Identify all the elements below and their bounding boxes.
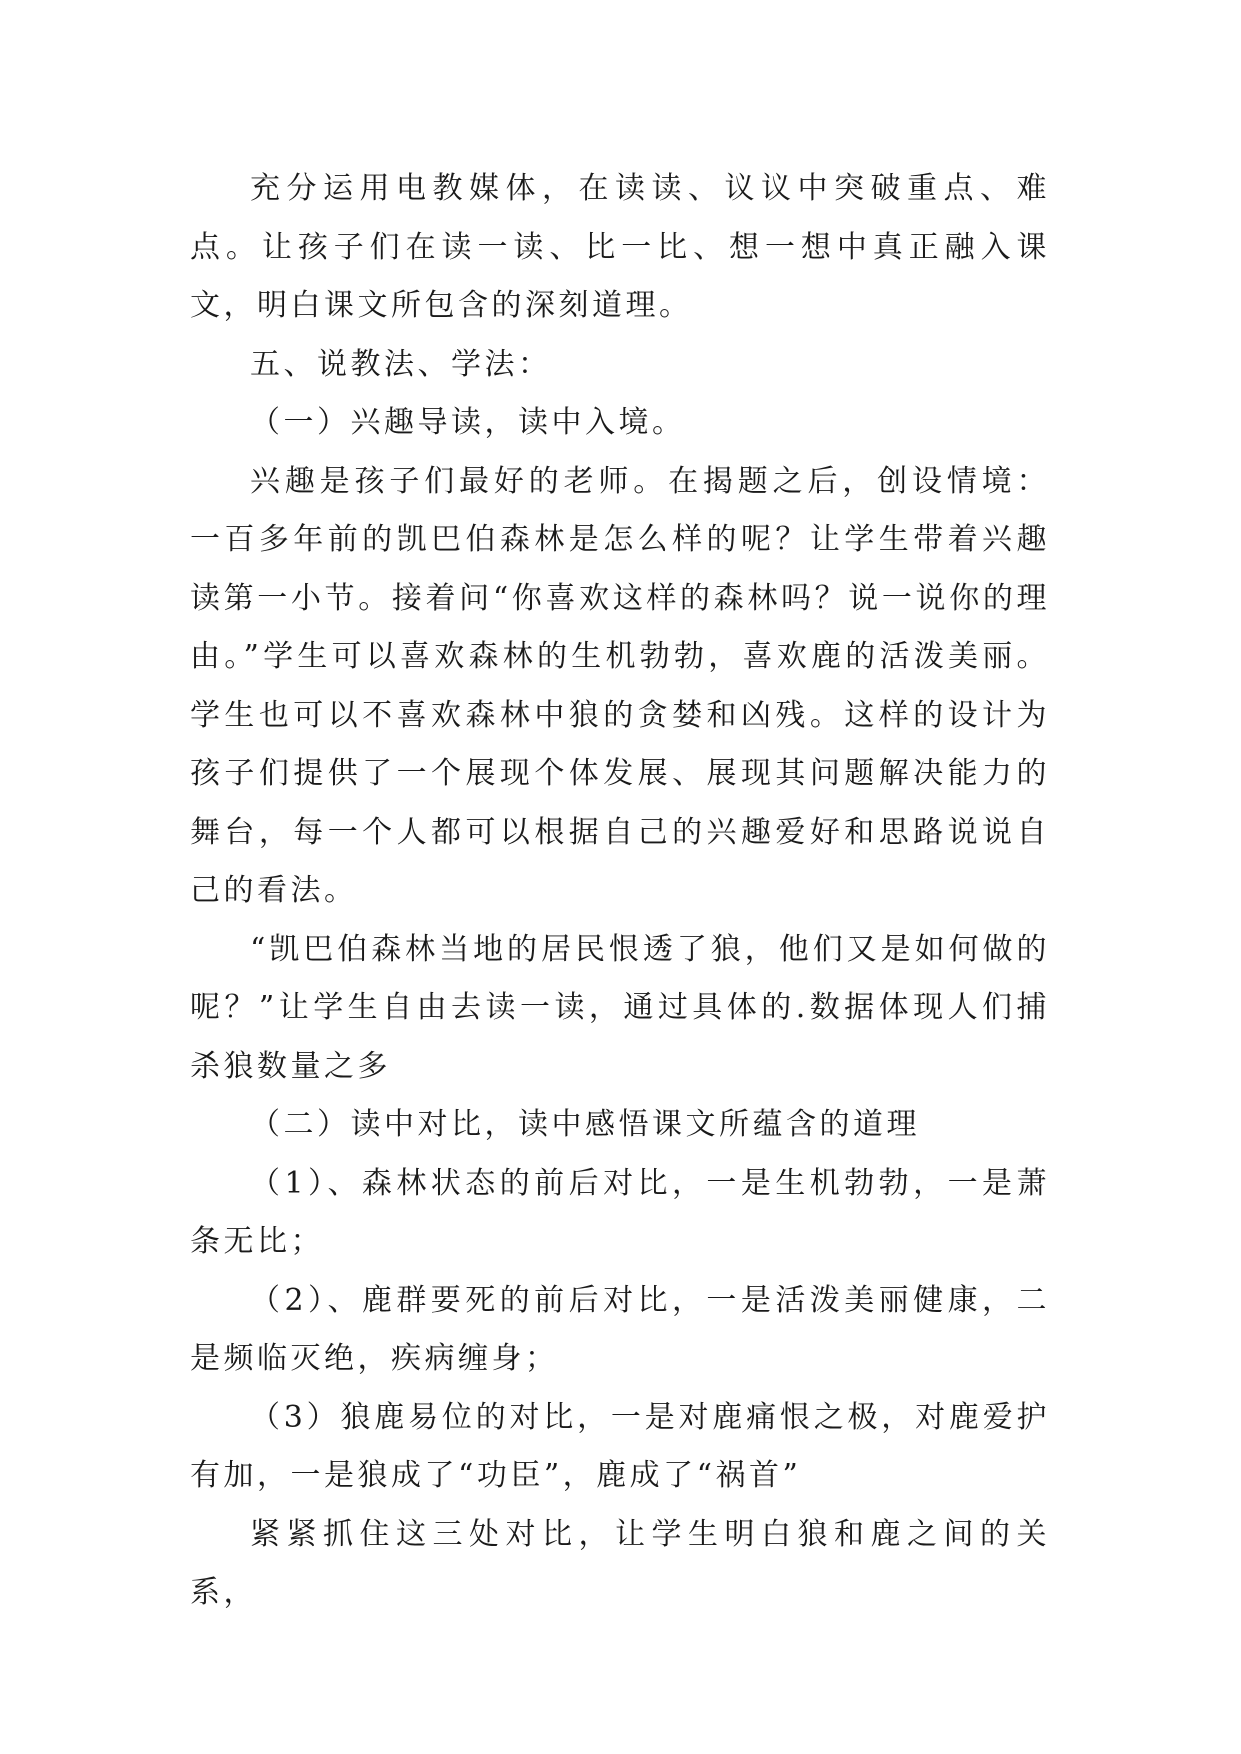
paragraph-residents-wolves: “凯巴伯森林当地的居民恨透了狼，他们又是如何做的呢？”让学生自由去读一读，通过具体的.数据体现人们捕杀狼数量之多 (190, 931, 1050, 1084)
list-item-deer-contrast: （2）、鹿群要死的前后对比，一是活泼美丽健康，二是频临灭绝，疾病缠身； (190, 1282, 1050, 1376)
paragraph-interest-teacher: 兴趣是孩子们最好的老师。在揭题之后，创设情境：一百多年前的凯巴伯森林是怎么样的呢？让学生带着兴趣读第一小节。接着问“你喜欢这样的森林吗？说一说你的理由。”学生可以喜欢森林的生机勃勃，喜欢鹿的活泼美丽。学生也可以不喜欢森林中狼的贪婪和凶残。这样的设计为孩子们提供了一个展现个体发展、展现其问题解决能力的舞台，每一个人都可以根据自己的兴趣爱好和思路说说自己的看法。 (190, 463, 1050, 908)
subheading-interest-reading: （一）兴趣导读，读中入境。 (250, 405, 686, 440)
subheading-contrast-reading: （二）读中对比，读中感悟课文所蕴含的道理 (250, 1107, 920, 1142)
paragraph-media-usage: 充分运用电教媒体，在读读、议议中突破重点、难点。让孩子们在读一读、比一比、想一想中真正融入课文，明白课文所包含的深刻道理。 (190, 171, 1050, 323)
section-heading-methods: 五、说教法、学法： (250, 346, 552, 382)
list-item-wolf-deer-swap: （3）狼鹿易位的对比，一是对鹿痛恨之极，对鹿爱护有加，一是狼成了“功臣”，鹿成了“祸首” (190, 1399, 1050, 1493)
list-item-forest-contrast: （1）、森林状态的前后对比，一是生机勃勃，一是萧条无比； (190, 1165, 1050, 1259)
document-body (190, 160, 1050, 1623)
paragraph-three-contrasts: 紧紧抓住这三处对比，让学生明白狼和鹿之间的关系， (190, 1516, 1050, 1610)
